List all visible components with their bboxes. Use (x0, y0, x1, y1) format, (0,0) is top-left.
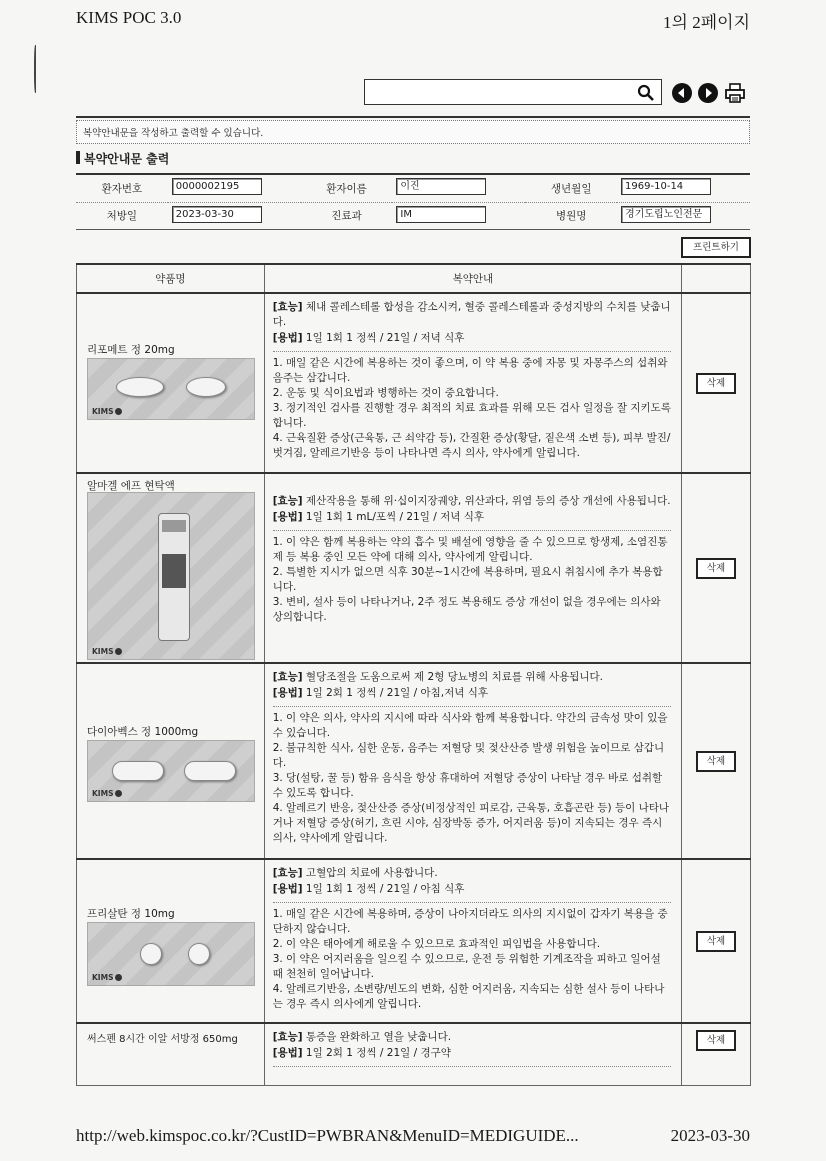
table-row (77, 473, 751, 663)
effect-tag: [효능] (272, 495, 303, 507)
hospital-label: 병원명 (555, 210, 587, 223)
delete-button[interactable]: 삭제 (696, 751, 736, 772)
delete-button[interactable]: 삭제 (696, 1030, 736, 1051)
effect-tag: [효능] (272, 867, 303, 879)
rx-date-label: 처방일 (106, 210, 138, 223)
pill-image (140, 943, 162, 965)
drug-photo (87, 358, 255, 420)
patient-name-field[interactable]: 이진 (396, 178, 486, 195)
kims-logo: KIMS (92, 973, 122, 982)
usage-text: 1일 2회 1 정씩 / 21일 / 아침,저녁 식후 (305, 687, 489, 699)
drug-name: 알마겔 에프 현탁액 (87, 480, 175, 492)
kims-logo: KIMS (92, 647, 122, 656)
app-name: KIMS POC 3.0 (76, 8, 182, 27)
drug-photo (87, 922, 255, 986)
rx-date-field[interactable]: 2023-03-30 (172, 206, 262, 223)
guide-note: 4. 알레르기 반응, 젖산산증 증상(비정상적인 피로감, 근육통, 호흡곤란 등) 등이 나타나거나 저혈당 증상(허기, 흐린 시야, 심장박동 증가, 어지러움 등)이 지속되는 경우 즉시 의사, 약사에게 알립니다. (272, 802, 670, 844)
page-url: http://web.kimspoc.co.kr/?CustID=PWBRAN&MenuID=MEDIGUIDE... (76, 1126, 579, 1145)
printer-icon[interactable] (724, 82, 746, 104)
divider (273, 530, 671, 531)
divider (76, 116, 750, 118)
guide-note: 3. 이 약은 어지러움을 일으킬 수 있으므로, 운전 등 위험한 기계조작을 피하고 일어설 때 천천히 일어납니다. (272, 953, 661, 980)
col-guide-header: 복약안내 (264, 264, 681, 293)
pill-image (116, 377, 164, 397)
pill-image (186, 377, 226, 397)
usage-text: 1일 1회 1 정씩 / 21일 / 저녁 식후 (305, 332, 465, 344)
table-row (77, 663, 751, 859)
delete-button[interactable]: 삭제 (696, 931, 736, 952)
table-row (77, 1023, 751, 1085)
guide-note: 4. 알레르기반응, 소변량/빈도의 변화, 심한 어지러움, 지속되는 심한 설사 등이 나타나는 경우 즉시 의사에게 알립니다. (272, 983, 665, 1010)
effect-text: 제산작용을 통해 위·십이지장궤양, 위산과다, 위염 등의 증상 개선에 사용됩니다. (305, 495, 671, 507)
notice-text: 복약안내문을 작성하고 출력할 수 있습니다. (76, 120, 750, 144)
guide-note: 3. 변비, 설사 등이 나타나거나, 2주 정도 복용해도 증상 개선이 없을 경우에는 의사와 상의합니다. (272, 596, 661, 623)
divider (273, 706, 671, 707)
print-date: 2023-03-30 (670, 1126, 750, 1145)
patient-name-label: 환자이름 (301, 175, 393, 202)
patient-id-field[interactable]: 0000002195 (172, 178, 262, 195)
pill-image (188, 943, 210, 965)
table-row (77, 859, 751, 1023)
guide-note: 1. 이 약은 의사, 약사의 지시에 따라 식사와 함께 복용합니다. 약간의 금속성 맛이 있을 수 있습니다. (272, 712, 668, 739)
effect-text: 고혈압의 치료에 사용합니다. (305, 867, 438, 879)
guide-note: 1. 매일 같은 시간에 복용하며, 증상이 나아지더라도 의사의 지시없이 갑자기 복용을 중단하지 않습니다. (272, 908, 668, 935)
usage-tag: [용법] (272, 511, 303, 523)
effect-text: 혈당조절을 도움으로써 제 2형 당뇨병의 치료를 위해 사용됩니다. (305, 671, 604, 683)
col-action-header (682, 264, 751, 293)
effect-tag: [효능] (272, 671, 303, 683)
kims-logo: KIMS (92, 407, 122, 416)
kims-logo: KIMS (92, 789, 122, 798)
dob-field[interactable]: 1969-10-14 (621, 178, 711, 195)
guide-note: 2. 불규칙한 식사, 심한 운동, 음주는 저혈당 및 젖산산증 발생 위험을 높이므로 삼갑니다. (272, 742, 665, 769)
search-input[interactable] (364, 79, 662, 105)
dept-field[interactable]: IM (396, 206, 486, 223)
divider (273, 902, 671, 903)
pill-image (112, 761, 164, 781)
dept-label: 진료과 (331, 210, 362, 223)
nav-controls (670, 82, 750, 104)
drug-name: 써스펜 8시간 이알 서방정 650mg (87, 1034, 238, 1045)
guide-note: 1. 매일 같은 시간에 복용하는 것이 좋으며, 이 약 복용 중에 자몽 및 자몽주스의 섭취와 음주는 삼갑니다. (272, 357, 668, 384)
usage-tag: [용법] (272, 1047, 303, 1059)
prev-icon[interactable] (672, 83, 692, 103)
print-button[interactable]: 프린트하기 (681, 237, 751, 258)
effect-tag: [효능] (272, 301, 303, 313)
page-number: 1의 2페이지 (663, 13, 750, 32)
effect-text: 통증을 완화하고 열을 낮춥니다. (305, 1031, 452, 1043)
effect-tag: [효능] (272, 1031, 303, 1043)
hospital-field[interactable]: 경기도립노인전문 (621, 206, 711, 223)
next-icon[interactable] (698, 83, 718, 103)
guide-note: 2. 이 약은 태아에게 해로울 수 있으므로 효과적인 피임법을 사용합니다. (272, 938, 601, 950)
delete-button[interactable]: 삭제 (696, 558, 736, 579)
usage-text: 1일 2회 1 정씩 / 21일 / 경구약 (305, 1047, 451, 1059)
usage-tag: [용법] (272, 332, 303, 344)
sachet-image (158, 513, 190, 641)
table-row (77, 293, 751, 473)
effect-text: 체내 콜레스테롤 합성을 감소시켜, 혈중 콜레스테롤과 중성지방의 수치를 낮춥니다. (272, 301, 671, 328)
pill-image (184, 761, 236, 781)
guide-note: 4. 근육질환 증상(근육통, 근 쇠약감 등), 간질환 증상(황달, 짙은색 소변 등), 피부 발진/벗겨짐, 알레르기반응 등이 나타나면 즉시 의사, 약사에게 알립니다. (272, 432, 671, 459)
patient-info (76, 173, 750, 230)
paper-crease (34, 45, 37, 93)
guide-note: 2. 특별한 지시가 없으면 식후 30분~1시간에 복용하며, 필요시 취침시에 추가 복용합니다. (272, 566, 663, 593)
guide-note: 2. 운동 및 식이요법과 병행하는 것이 중요합니다. (272, 387, 499, 399)
drug-name: 리포메트 정 20mg (87, 344, 175, 356)
dob-label: 생년월일 (525, 175, 617, 202)
usage-tag: [용법] (272, 687, 303, 699)
usage-text: 1일 1회 1 정씩 / 21일 / 아침 식후 (305, 883, 465, 895)
usage-text: 1일 1회 1 mL/포씩 / 21일 / 저녁 식후 (305, 511, 485, 523)
divider (273, 1066, 671, 1067)
guide-note: 3. 당(설탕, 꿀 등) 함유 음식을 항상 휴대하여 저혈당 증상이 나타날 경우 바로 섭취할 수 있도록 합니다. (272, 772, 663, 799)
drug-name: 다이아벡스 정 1000mg (87, 726, 199, 738)
page-footer (76, 1126, 750, 1148)
drug-photo (87, 740, 255, 802)
drug-name: 프리살탄 정 10mg (87, 908, 175, 920)
search-icon[interactable] (637, 84, 655, 102)
page-header (76, 8, 750, 32)
usage-tag: [용법] (272, 883, 303, 895)
col-drug-header: 약품명 (77, 264, 265, 293)
guide-note: 3. 정기적인 검사를 진행할 경우 최적의 치료 효과를 위해 모든 검사 일정을 잘 지키도록 합니다. (272, 402, 671, 429)
drug-guide-table (76, 263, 751, 1086)
section-title: 복약안내문 출력 (76, 150, 169, 167)
patient-id-label: 환자번호 (76, 175, 168, 202)
delete-button[interactable]: 삭제 (696, 373, 736, 394)
guide-note: 1. 이 약은 함께 복용하는 약의 흡수 및 배설에 영향을 줄 수 있으므로 항생제, 소염진통제 등 복용 중인 모든 약에 대해 의사, 약사에게 알립니다. (272, 536, 668, 563)
drug-photo (87, 492, 255, 660)
divider (273, 351, 671, 352)
